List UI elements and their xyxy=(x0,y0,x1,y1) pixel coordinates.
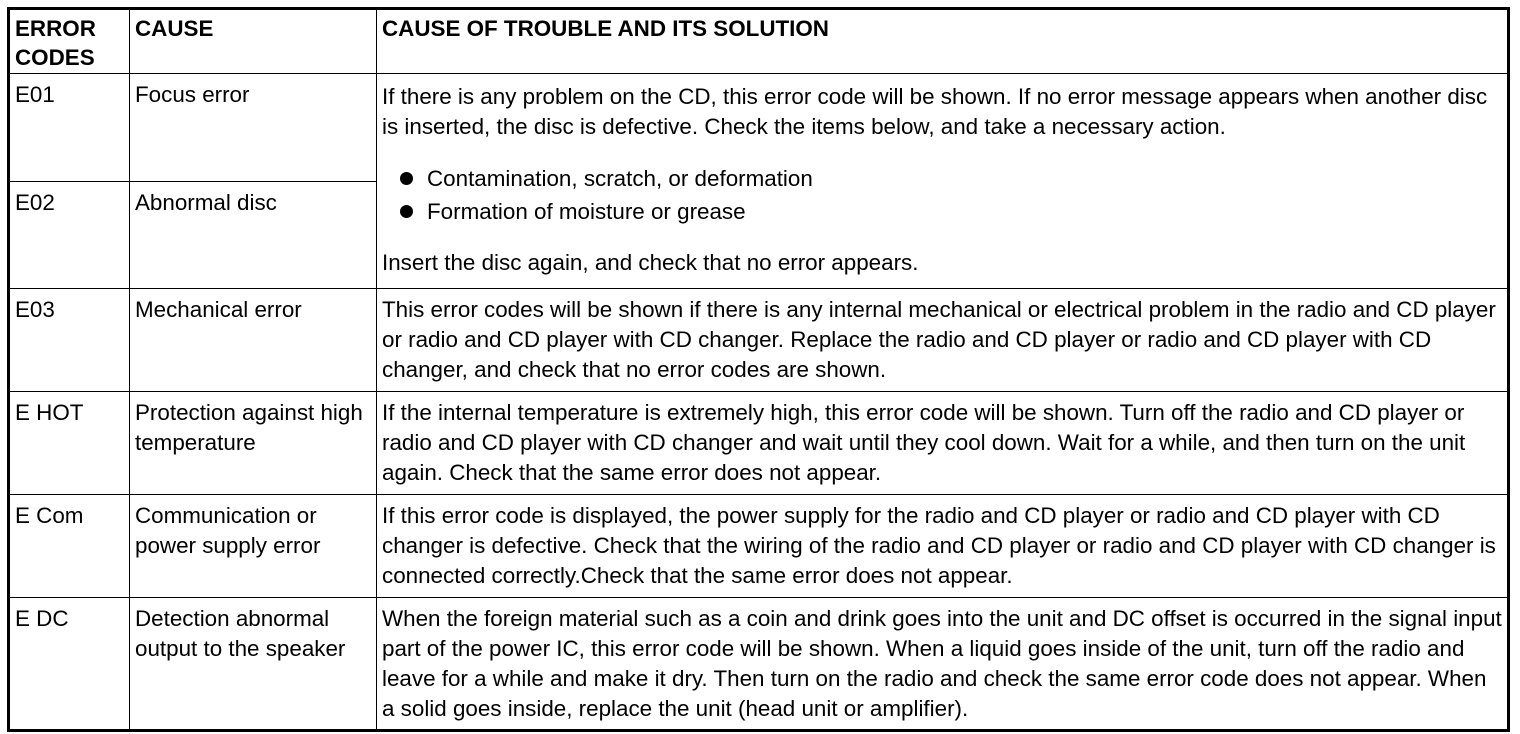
table-row-e01 xyxy=(9,74,1509,182)
cause-cell: Detection abnormal output to the speaker xyxy=(130,598,377,731)
cause-cell: Mechanical error xyxy=(130,289,377,392)
bullet-icon xyxy=(400,205,413,218)
disc-check-list xyxy=(382,162,1502,228)
disc-solution-cell xyxy=(377,74,1509,289)
table-row-e-hot xyxy=(9,392,1509,495)
solution-cell: If the internal temperature is extremely high, this error code will be shown. Turn off the radio and CD player or radio and CD player with CD changer and wait until they cool down. Wait for a while, and then turn on the unit again. Check that the same error does not appear. xyxy=(377,392,1509,495)
cause-cell: Communication or power supply error xyxy=(130,495,377,598)
bullet-text: Formation of moisture or grease xyxy=(427,199,746,224)
solution-cell: When the foreign material such as a coin and drink goes into the unit and DC offset is occurred in the signal input part of the power IC, this error code will be shown. When a liquid goes inside of the unit, turn off the radio and leave for a while and make it dry. Then turn on the radio and check the same error code does not appear. When a solid goes inside, replace the unit (head unit or amplifier). xyxy=(377,598,1509,731)
cause-cell: Focus error xyxy=(130,74,377,182)
error-code-cell: E03 xyxy=(9,289,130,392)
header-error-codes: ERROR CODES xyxy=(9,9,130,74)
bullet-text: Contamination, scratch, or deformation xyxy=(427,166,813,191)
error-code-cell: E Com xyxy=(9,495,130,598)
solution-cell: If this error code is displayed, the power supply for the radio and CD player or radio and CD player with CD changer is defective. Check that the wiring of the radio and CD player or radio and CD player with CD changer is connected correctly.Check that the same error does not appear. xyxy=(377,495,1509,598)
table-row-e-dc xyxy=(9,598,1509,731)
list-item xyxy=(382,195,1502,228)
cause-cell: Protection against high temperature xyxy=(130,392,377,495)
error-codes-table xyxy=(7,7,1510,732)
header-cause: CAUSE xyxy=(130,9,377,74)
header-row xyxy=(9,9,1509,74)
list-item xyxy=(382,162,1502,195)
header-solution: CAUSE OF TROUBLE AND ITS SOLUTION xyxy=(377,9,1509,74)
error-code-cell: E02 xyxy=(9,182,130,289)
solution-cell: This error codes will be shown if there is any internal mechanical or electrical problem in the radio and CD player or radio and CD player with CD changer. Replace the radio and CD player or radio and CD player with CD changer, and check that no error codes are shown. xyxy=(377,289,1509,392)
disc-solution-intro: If there is any problem on the CD, this error code will be shown. If no error message appears when another disc is inserted, the disc is defective. Check the items below, and take a necessary action. xyxy=(382,84,1488,139)
bullet-icon xyxy=(400,172,413,185)
error-code-cell: E01 xyxy=(9,74,130,182)
table-row-e-com xyxy=(9,495,1509,598)
disc-solution-outro: Insert the disc again, and check that no error appears. xyxy=(382,250,919,275)
cause-cell: Abnormal disc xyxy=(130,182,377,289)
error-code-cell: E HOT xyxy=(9,392,130,495)
table-row-e03 xyxy=(9,289,1509,392)
error-code-cell: E DC xyxy=(9,598,130,731)
